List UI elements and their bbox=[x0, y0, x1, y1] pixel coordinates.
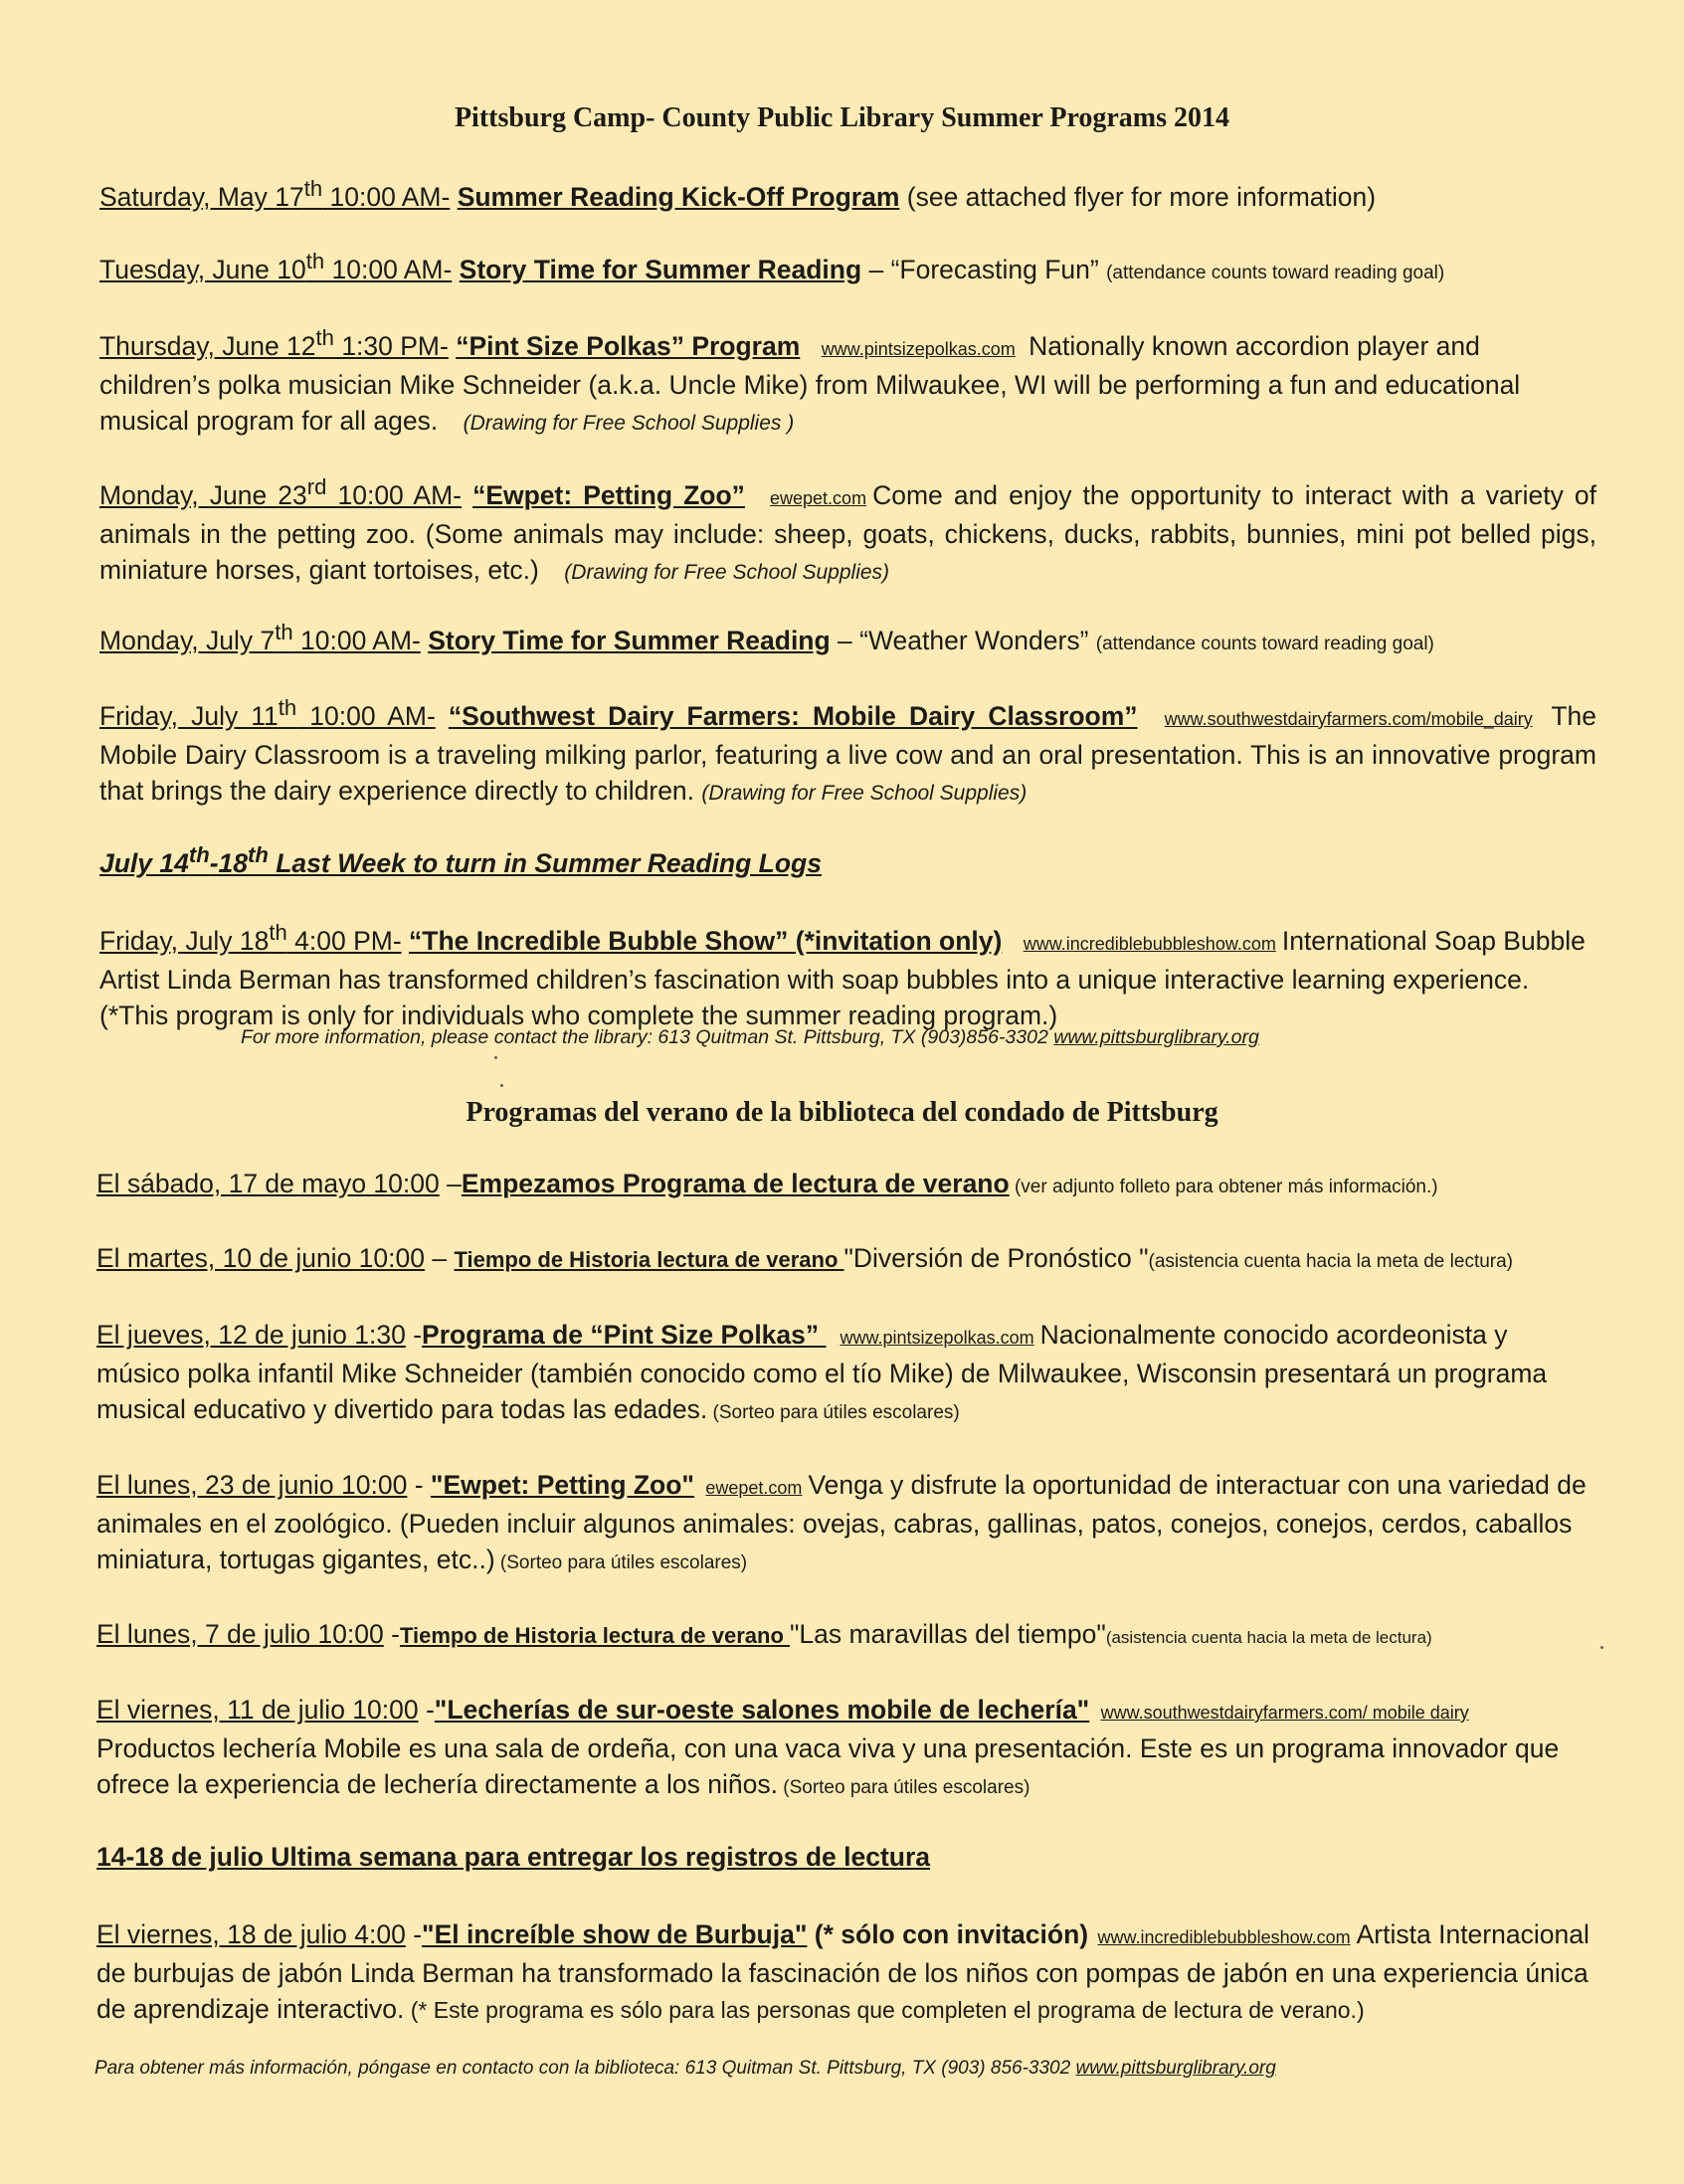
entry-text: Productos lechería Mobile es una sala de ordeña, con una vaca viva y una presentación. Este es un programa innovador que ofrece la experiencia de lechería directamente a los niños. bbox=[96, 1733, 1560, 1799]
entry-date: El sábado, 17 de mayo 10:00 bbox=[96, 1169, 440, 1198]
program-link[interactable]: www.southwestdairyfarmers.com/ mobile dairy bbox=[1100, 1703, 1469, 1723]
entry-note: (* Este programa es sólo para las personas que completen el programa de lectura de verano.) bbox=[404, 1997, 1365, 2023]
entry-kickoff bbox=[99, 171, 1596, 215]
entry-note: (asistencia cuenta hacia la meta de lectura) bbox=[1148, 1251, 1514, 1272]
entry-date: Thursday, June 12th 1:30 PM- bbox=[99, 325, 449, 361]
program-name: "Ewpet: Petting Zoo" bbox=[430, 1470, 694, 1500]
entry-date: Friday, July 11th 10:00 AM- bbox=[99, 695, 436, 731]
entry-note: (Drawing for Free School Supplies) bbox=[564, 560, 890, 584]
english-title: Pittsburg Camp- County Public Library Summer Programs 2014 bbox=[454, 102, 1230, 133]
entry-date: Saturday, May 17th 10:00 AM- bbox=[99, 176, 451, 212]
entry-text: Venga y disfrute la oportunidad de interactuar con una variedad de animales en el zoológico. (Pueden incluir algunos animales: ovejas, cabras, gallinas, patos, conejos, conejos, cerdos, caballos miniatura, tortugas gigantes, etc..) bbox=[96, 1470, 1587, 1574]
entry-date: El viernes, 18 de julio 4:00 bbox=[96, 1919, 406, 1949]
entry-text: Come and enjoy the opportunity to interact with a variety of animals in the petting zoo. (Some animals may include: sheep, goats, chickens, ducks, rabbits, bunnies, mini pot belled pigs, miniature horses, giant tortoises, etc.) bbox=[99, 479, 1597, 585]
program-name: “Pint Size Polkas” Program bbox=[456, 330, 801, 361]
english-contact bbox=[241, 1026, 1259, 1049]
entry-petting-zoo bbox=[99, 469, 1596, 591]
scan-speck bbox=[494, 1056, 497, 1059]
invitation-note: (* sólo con invitación) bbox=[807, 1919, 1089, 1949]
program-name: “Ewpet: Petting Zoo” bbox=[472, 479, 745, 510]
entry-text: Nationally known accordion player and children’s polka musician Mike Schneider (a.k.a. Uncle Mike) from Milwaukee, WI will be performing a fun and educational musical program for all ages. bbox=[99, 330, 1521, 436]
entry-story-time-june bbox=[99, 244, 1596, 291]
entry-note: (Sorteo para útiles escolares) bbox=[707, 1402, 960, 1423]
program-link[interactable]: www.pintsizepolkas.com bbox=[821, 338, 1016, 359]
entry-note: (Drawing for Free School Supplies ) bbox=[463, 411, 795, 435]
entry-es-story-time-july: El lunes, 7 de julio 10:00 -Tiempo de Historia lectura de verano "Las maravillas del tiempo"(asistencia cuenta hacia la meta de lectura) bbox=[96, 1619, 1432, 1649]
program-name: Programa de “Pint Size Polkas” bbox=[422, 1320, 827, 1350]
program-link[interactable]: ewepet.com bbox=[770, 487, 867, 508]
entry-text: Artista Internacional de burbujas de jabón Linda Berman ha transformado la fascinación de los niños con pompas de jabón en una experiencia única de aprendizaje interactivo. bbox=[96, 1919, 1590, 2024]
program-name: Story Time for Summer Reading bbox=[428, 625, 831, 655]
entry-date: Friday, July 18th 4:00 PM- bbox=[99, 920, 402, 956]
program-name: Tiempo de Historia lectura de verano bbox=[399, 1623, 790, 1648]
entry-text: "Diversión de Pronóstico " bbox=[843, 1243, 1149, 1273]
entry-text: (see attached flyer for more information) bbox=[899, 181, 1377, 212]
program-name: Story Time for Summer Reading bbox=[459, 254, 862, 284]
entry-bubble-show bbox=[99, 915, 1596, 1033]
program-name: Empezamos Programa de lectura de verano bbox=[461, 1169, 1010, 1198]
contact-link[interactable]: www.pittsburglibrary.org bbox=[1075, 2058, 1276, 2079]
entry-note: (attendance counts toward reading goal) bbox=[1095, 633, 1434, 654]
spanish-title: Programas del verano de la biblioteca del condado de Pittsburg bbox=[466, 1097, 1218, 1128]
entry-date: Monday, July 7th 10:00 AM- bbox=[99, 620, 421, 655]
entry-note: (ver adjunto folleto para obtener más información.) bbox=[1009, 1177, 1438, 1197]
entry-story-time-july bbox=[99, 615, 1596, 662]
program-name: "Lecherías de sur-oeste salones mobile de lechería" bbox=[434, 1695, 1090, 1725]
spanish-contact bbox=[94, 2058, 1276, 2080]
entry-text: – “Forecasting Fun” bbox=[861, 254, 1107, 284]
scan-speck bbox=[1600, 1646, 1603, 1649]
deadline-heading: July 14th-18th Last Week to turn in Summer Reading Logs bbox=[99, 842, 822, 878]
entry-date: El martes, 10 de junio 10:00 bbox=[96, 1243, 425, 1273]
entry-date: Tuesday, June 10th 10:00 AM- bbox=[99, 249, 453, 284]
program-link[interactable]: www.pintsizepolkas.com bbox=[840, 1328, 1034, 1348]
contact-text: For more information, please contact the library: 613 Quitman St. Pittsburg, TX (903)856-3302 bbox=[241, 1026, 1054, 1048]
entry-text: "Las maravillas del tiempo" bbox=[790, 1619, 1106, 1649]
contact-text: Para obtener más información, póngase en contacto con la biblioteca: 613 Quitman St. Pittsburg, TX (903) 856-3302 bbox=[94, 2058, 1076, 2079]
entry-pint-size-polkas bbox=[99, 320, 1596, 442]
entry-last-week bbox=[99, 837, 1596, 881]
entry-es-kickoff: El sábado, 17 de mayo 10:00 –Empezamos Programa de lectura de verano (ver adjunto folleto para obtener más información.) bbox=[96, 1169, 1438, 1198]
entry-es-petting-zoo: El lunes, 23 de junio 10:00 - "Ewpet: Petting Zoo" ewepet.com Venga y disfrute la oportunidad de interactuar con una variedad de animales en el zoológico. (Pueden incluir algunos animales: ovejas, cabras, gallinas, patos, conejos, conejos, cerdos, caballos miniatura, tortugas gigantes, etc..) (Sorteo para útiles escolares) bbox=[96, 1470, 1587, 1574]
entry-date: El lunes, 7 de julio 10:00 bbox=[96, 1619, 384, 1649]
program-name: “Southwest Dairy Farmers: Mobile Dairy Classroom” bbox=[448, 700, 1138, 731]
entry-es-mobile-dairy: El viernes, 11 de julio 10:00 -"Lecherías de sur-oeste salones mobile de lechería" www.southwestdairyfarmers.com/ mobile dairy Productos lechería Mobile es una sala de ordeña, con una vaca viva y una presentación. Este es un programa innovador que ofrece la experiencia de lechería directamente a los niños. (Sorteo para útiles escolares) bbox=[96, 1695, 1560, 1799]
program-link[interactable]: ewepet.com bbox=[705, 1478, 803, 1498]
entry-date: Monday, June 23rd 10:00 AM- bbox=[99, 474, 462, 510]
entry-date: El jueves, 12 de junio 1:30 bbox=[96, 1320, 406, 1350]
entry-mobile-dairy bbox=[99, 690, 1596, 812]
program-name: "El increíble show de Burbuja" bbox=[422, 1919, 808, 1949]
entry-note: (attendance counts toward reading goal) bbox=[1106, 262, 1445, 283]
entry-es-pint-size-polkas: El jueves, 12 de junio 1:30 -Programa de “Pint Size Polkas” www.pintsizepolkas.com Nacionalmente conocido acordeonista y músico polka infantil Mike Schneider (también conocido como el tío Mike) de Milwaukee, Wisconsin presentará un programa musical educativo y divertido para todas las edades. (Sorteo para útiles escolares) bbox=[96, 1320, 1548, 1424]
program-name: Tiempo de Historia lectura de verano bbox=[454, 1247, 844, 1272]
entry-date: El viernes, 11 de julio 10:00 bbox=[96, 1695, 419, 1725]
entry-note: (asistencia cuenta hacia la meta de lectura) bbox=[1105, 1628, 1432, 1647]
entry-text: Nacionalmente conocido acordeonista y músico polka infantil Mike Schneider (también conocido como el tío Mike) de Milwaukee, Wisconsin presentará un programa musical educativo y divertido para todas las edades. bbox=[96, 1320, 1548, 1424]
entry-es-story-time-june: El martes, 10 de junio 10:00 – Tiempo de Historia lectura de verano "Diversión de Pronóstico "(asistencia cuenta hacia la meta de lectura) bbox=[96, 1243, 1514, 1273]
entry-date: El lunes, 23 de junio 10:00 bbox=[96, 1470, 408, 1500]
program-link[interactable]: www.southwestdairyfarmers.com/mobile_dairy bbox=[1164, 708, 1533, 729]
entry-es-bubble-show: El viernes, 18 de julio 4:00 -"El increíble show de Burbuja" (* sólo con invitación) www.incrediblebubbleshow.com Artista Internacional de burbujas de jabón Linda Berman ha transformado la fascinación de los niños con pompas de jabón en una experiencia única de aprendizaje interactivo. (* Este programa es sólo para las personas que completen el programa de lectura de verano.) bbox=[96, 1919, 1590, 2024]
entry-es-last-week bbox=[96, 1839, 1593, 1875]
program-name: Summer Reading Kick-Off Program bbox=[457, 181, 900, 212]
program-name: “The Incredible Bubble Show” (*invitation only) bbox=[409, 925, 1003, 956]
program-link[interactable]: www.incrediblebubbleshow.com bbox=[1023, 933, 1276, 954]
entry-text: International Soap Bubble Artist Linda Berman has transformed children’s fascination with soap bubbles into a unique interactive learning experience. (*This program is only for individuals who complete the summer reading program.) bbox=[99, 925, 1586, 1030]
program-link[interactable]: www.incrediblebubbleshow.com bbox=[1097, 1927, 1351, 1947]
entry-note: (Sorteo para útiles escolares) bbox=[494, 1552, 748, 1573]
contact-link[interactable]: www.pittsburglibrary.org bbox=[1053, 1026, 1259, 1048]
entry-text: – “Weather Wonders” bbox=[830, 625, 1096, 655]
entry-note: (Drawing for Free School Supplies) bbox=[701, 781, 1028, 805]
scan-speck bbox=[500, 1084, 503, 1087]
entry-note: (Sorteo para útiles escolares) bbox=[777, 1777, 1030, 1798]
entry-text: The Mobile Dairy Classroom is a traveling milking parlor, featuring a live cow and an oral presentation. This is an innovative program that brings the dairy experience directly to children. bbox=[99, 700, 1596, 806]
deadline-heading: 14-18 de julio Ultima semana para entregar los registros de lectura bbox=[96, 1842, 931, 1872]
